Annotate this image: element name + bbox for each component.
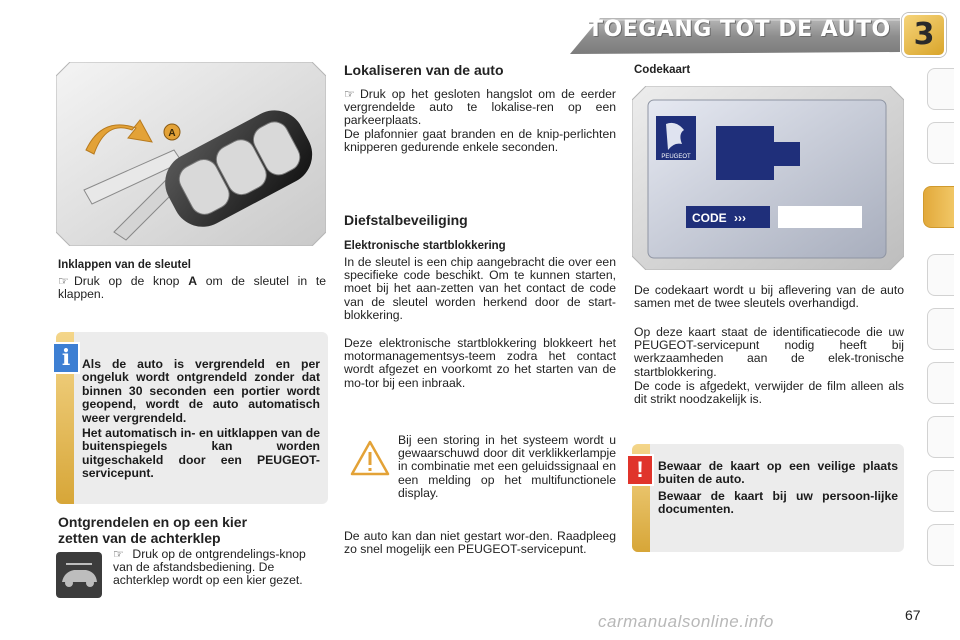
fold-key-text: ☞ Druk op de knop A om de sleutel in te klappen. <box>58 274 326 302</box>
chapter-tab[interactable] <box>927 470 954 512</box>
code-card-heading: Codekaart <box>634 64 691 76</box>
bullet-icon: ☞ <box>58 274 69 288</box>
warning-triangle-icon <box>350 440 390 476</box>
chapter-tab[interactable] <box>927 254 954 296</box>
info-text-2: Het automatisch in- en uitklappen van de buitenspiegels kan worden uitgeschakeld door een PEUGEOT-servicepunt. <box>82 426 320 481</box>
warning-text: Bij een storing in het systeem wordt u gewaarschuwd door dit verklikkerlampje in combinatie met een geluidssignaal en een melding op het multifunctionele display. <box>398 433 616 500</box>
locate-text: De plafonnier gaat branden en de knip-perlichten knipperen gedurende enkele seconden. <box>344 127 616 155</box>
folding-key-illustration <box>56 62 326 246</box>
caution-text-1: Bewaar de kaart op een veilige plaats buiten de auto. <box>658 459 898 487</box>
chapter-tab[interactable] <box>927 122 954 164</box>
fold-key-heading: Inklappen van de sleutel <box>58 259 191 271</box>
chapter-badge: 3 <box>902 13 946 57</box>
bullet-icon: ☞ <box>113 547 124 561</box>
svg-text:›››: ››› <box>734 211 746 225</box>
rear-hatch-heading-2: zetten van de achterklep <box>58 530 221 546</box>
bullet-icon: ☞ <box>344 87 355 101</box>
immobiliser-heading: Elektronische startblokkering <box>344 240 506 252</box>
chapter-tabs <box>927 68 960 576</box>
code-card-text-2: Op deze kaart staat de identificatiecode die uw PEUGEOT-servicepunt nodig heeft bij werkzaamheden aan de elek-tronische startblokkering. <box>634 325 904 379</box>
card-brand-label: PEUGEOT <box>661 154 691 160</box>
card-code-label: CODE <box>692 211 727 225</box>
code-card-illustration <box>632 86 904 270</box>
car-rear-open-icon <box>56 552 102 598</box>
exclamation-icon: ! <box>626 454 654 486</box>
page-number: 67 <box>905 607 921 623</box>
chapter-tab[interactable] <box>927 308 954 350</box>
immobiliser-text-1: In de sleutel is een chip aangebracht die over een specifieke code beschikt. Om te kunnen starten, moet bij het aan-zetten van het contact de code van de sleutel worden herkend door de start-blokkering. <box>344 255 616 322</box>
rear-hatch-text: ☞ Druk op de ontgrendelings-knop van de afstandsbediening. De achterklep wordt op een kier gezet. <box>113 547 306 588</box>
button-a-label: A <box>168 128 176 139</box>
chapter-tab[interactable] <box>927 524 954 566</box>
rear-hatch-heading-1: Ontgrendelen en op een kier <box>58 514 248 530</box>
locate-heading: Lokaliseren van de auto <box>344 62 504 78</box>
info-text-1: Als de auto is vergrendeld en per ongeluk wordt ontgrendeld zonder dat binnen 30 seconden een portier wordt geopend, wordt de auto automatisch weer vergrendeld. <box>82 357 320 425</box>
closing-text: De auto kan dan niet gestart wor-den. Raadpleeg zo snel mogelijk een PEUGEOT-servicepunt. <box>344 529 616 557</box>
locate-bullet: ☞ Druk op het gesloten hangslot om de eerder vergrendelde auto te lokalise-ren op een parkeerplaats. <box>344 87 616 128</box>
chapter-tab[interactable] <box>927 68 954 110</box>
code-card-text-1: De codekaart wordt u bij aflevering van de auto samen met de twee sleutels overhandigd. <box>634 283 904 311</box>
immobiliser-text-2: Deze elektronische startblokkering blokkeert het motormanagementsys-teem zodra het contact wordt afgezet en voorkomt zo het starten van de mo-tor bij een inbraak. <box>344 336 616 390</box>
code-card-text-3: De code is afgedekt, verwijder de film alleen als dit strikt noodzakelijk is. <box>634 379 904 407</box>
theft-heading: Diefstalbeveiliging <box>344 212 468 228</box>
chapter-tab[interactable] <box>927 362 954 404</box>
page-title: TOEGANG TOT DE AUTO <box>588 17 891 42</box>
chapter-tab-active[interactable] <box>923 186 954 228</box>
chapter-tab[interactable] <box>927 416 954 458</box>
caution-text-2: Bewaar de kaart bij uw persoon-lijke documenten. <box>658 489 898 517</box>
info-icon: i <box>52 342 80 374</box>
watermark: carmanualsonline.info <box>598 612 774 631</box>
